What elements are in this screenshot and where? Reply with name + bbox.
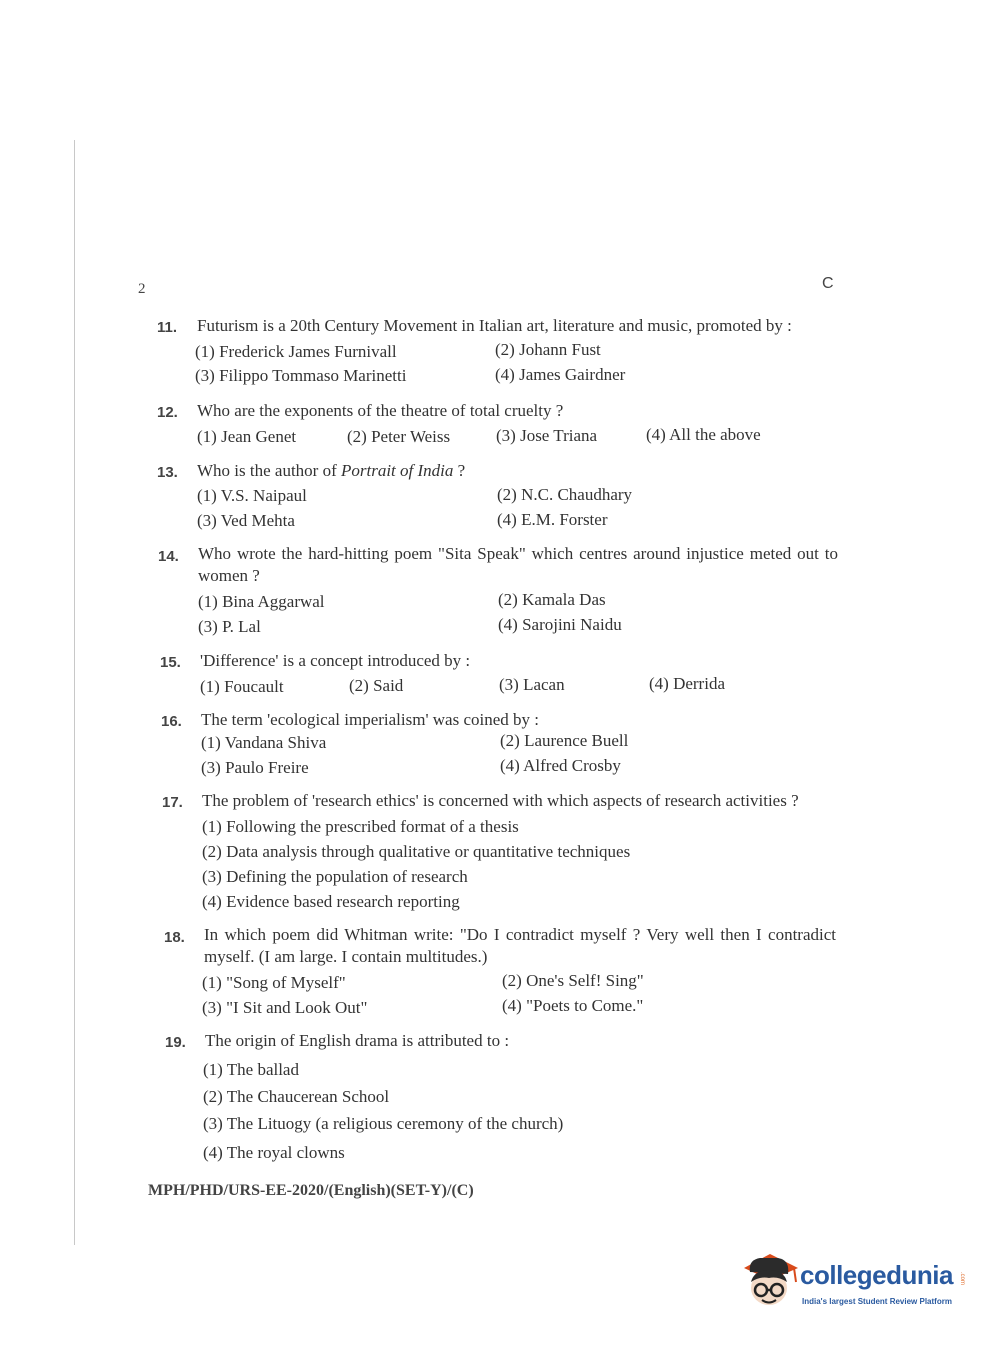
option-1: (1) "Song of Myself" [202, 973, 346, 992]
question-text: Who are the exponents of the theatre of total cruelty ? [197, 401, 564, 420]
brand-name: collegedunia [800, 1260, 953, 1290]
option-3: (3) Paulo Freire [201, 758, 309, 777]
option-4: (4) James Gairdner [495, 365, 626, 384]
option-2: (2) Data analysis through qualitative or quantitative techniques [202, 842, 631, 861]
option-2: (2) One's Self! Sing" [502, 971, 644, 990]
question-text: Who wrote the hard-hitting poem "Sita Speak" which centres around injustice meted out to women ? [198, 544, 838, 585]
option-2: (2) Peter Weiss [347, 427, 451, 446]
question-text: The term 'ecological imperialism' was coined by : [201, 710, 539, 729]
option-2: (2) The Chaucerean School [203, 1087, 390, 1106]
collegedunia-logo[interactable] [740, 1248, 970, 1318]
brand-domain: .com [959, 1272, 965, 1286]
question-number: 12. [157, 404, 178, 421]
question-number: 18. [164, 929, 185, 946]
book-title: Portrait of India [341, 461, 454, 480]
option-4: (4) Derrida [649, 674, 725, 693]
option-1: (1) Vandana Shiva [201, 733, 327, 752]
option-2: (2) N.C. Chaudhary [497, 485, 633, 504]
option-4: (4) All the above [646, 425, 761, 444]
mascot-icon [740, 1248, 802, 1314]
question-text: Futurism is a 20th Century Movement in Italian art, literature and music, promoted by : [197, 316, 792, 335]
option-1: (1) Frederick James Furnivall [195, 342, 397, 361]
question-number: 11. [157, 319, 178, 336]
option-2: (2) Johann Fust [495, 340, 601, 359]
option-1: (1) Following the prescribed format of a thesis [202, 817, 519, 836]
question-number: 15. [160, 654, 181, 671]
option-1: (1) V.S. Naipaul [197, 486, 307, 505]
option-4: (4) Alfred Crosby [500, 756, 621, 775]
option-4: (4) Evidence based research reporting [202, 892, 460, 911]
option-2: (2) Said [349, 676, 404, 695]
option-3: (3) "I Sit and Look Out" [202, 998, 368, 1017]
option-1: (1) Foucault [200, 677, 284, 696]
option-1: (1) The ballad [203, 1060, 299, 1079]
option-4: (4) E.M. Forster [497, 510, 608, 529]
option-3: (3) P. Lal [198, 617, 261, 636]
margin-rule [74, 140, 75, 1245]
question-number: 14. [158, 548, 179, 565]
question-text: The origin of English drama is attributed to : [205, 1031, 510, 1050]
paper-code: MPH/PHD/URS-EE-2020/(English)(SET-Y)/(C) [148, 1182, 474, 1199]
option-1: (1) Jean Genet [197, 427, 297, 446]
option-3: (3) Ved Mehta [197, 511, 295, 530]
option-4: (4) "Poets to Come." [502, 996, 644, 1015]
question-number: 13. [157, 464, 178, 481]
option-4: (4) The royal clowns [203, 1143, 345, 1162]
set-letter: C [822, 275, 834, 292]
question-text-suffix: ? [453, 461, 466, 480]
brand-tagline: India's largest Student Review Platform [802, 1297, 952, 1306]
option-4: (4) Sarojini Naidu [498, 615, 622, 634]
question-text: 'Difference' is a concept introduced by : [200, 651, 471, 670]
option-3: (3) Lacan [499, 675, 565, 694]
question-text [197, 459, 837, 483]
question-text-prefix: Who is the author of [197, 461, 341, 480]
option-3: (3) The Lituogy (a religious ceremony of the church) [203, 1114, 564, 1133]
option-2: (2) Kamala Das [498, 590, 606, 609]
question-number: 16. [161, 713, 182, 730]
option-1: (1) Bina Aggarwal [198, 592, 325, 611]
question-number: 17. [162, 794, 183, 811]
question-text: The problem of 'research ethics' is concerned with which aspects of research activities ? [202, 791, 799, 810]
option-3: (3) Jose Triana [496, 426, 598, 445]
page-number: 2 [138, 281, 146, 297]
option-3: (3) Defining the population of research [202, 867, 468, 886]
option-2: (2) Laurence Buell [500, 731, 629, 750]
option-3: (3) Filippo Tommaso Marinetti [195, 366, 407, 385]
question-text: In which poem did Whitman write: "Do I contradict myself ? Very well then I contradict myself. (I am large. I contain multitudes.) [204, 925, 836, 966]
question-number: 19. [165, 1034, 186, 1051]
